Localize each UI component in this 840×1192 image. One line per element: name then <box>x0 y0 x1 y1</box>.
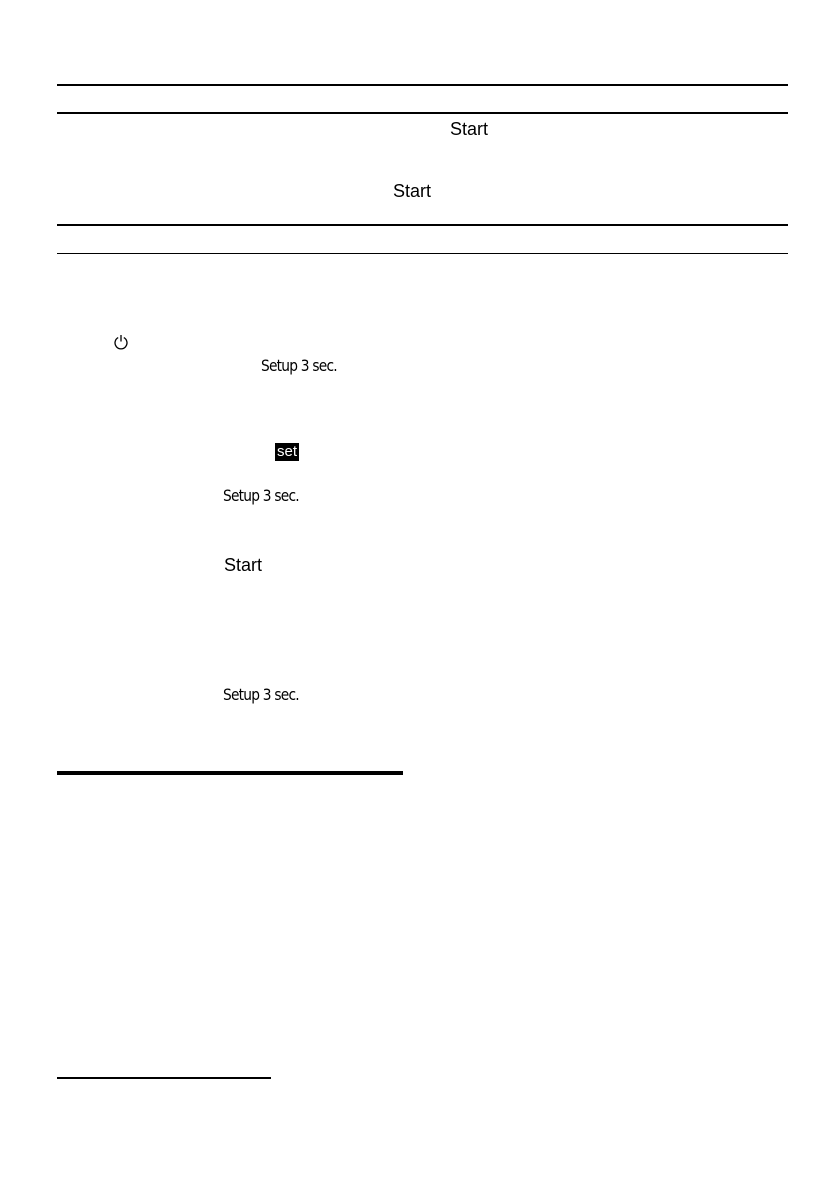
start-button-label: Start <box>224 555 263 575</box>
start-button-label: Start <box>393 181 432 201</box>
table-row-rule-thick <box>57 224 788 226</box>
setup-button-label: Setup 3 sec. <box>261 356 337 375</box>
table-header-rule <box>57 112 788 114</box>
table-top-rule <box>57 84 788 86</box>
power-icon <box>113 334 129 350</box>
footnote-rule <box>57 1077 271 1079</box>
table-bottom-rule <box>57 253 788 254</box>
setup-button-label: Setup 3 sec. <box>223 685 299 704</box>
start-button-label: Start <box>450 119 489 139</box>
section-heading-rule <box>57 771 403 775</box>
set-display-badge: set <box>277 443 298 460</box>
setup-button-label: Setup 3 sec. <box>223 486 299 505</box>
